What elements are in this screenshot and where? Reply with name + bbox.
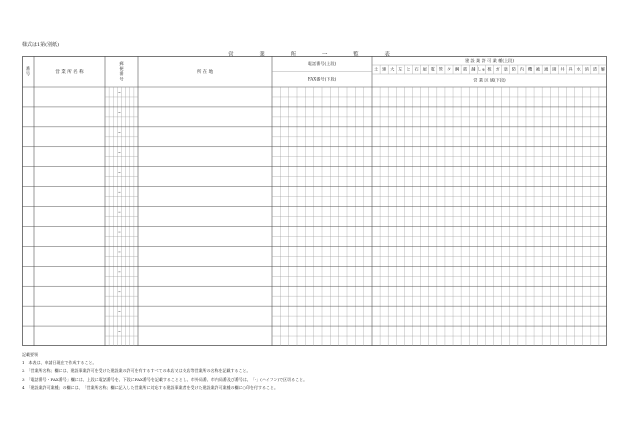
trade-label: 土 bbox=[373, 66, 379, 72]
trade-label: 屋 bbox=[422, 66, 427, 72]
note-item: 3 「電話番号・FAX番号」欄には、上段に電話番号を、下段にFAX番号を記載することとし、市外局番、市内局番及び番号は、「-」(ハイフン)で区切ること。 bbox=[22, 376, 308, 382]
document-title: 営 業 所 一 覧 表 bbox=[228, 52, 402, 58]
notes-heading: 記載要領 bbox=[22, 352, 38, 357]
trade-label: 石 bbox=[414, 66, 419, 72]
trade-label: 清 bbox=[592, 66, 597, 72]
trade-label: 解 bbox=[600, 66, 606, 72]
trade-label: タ bbox=[446, 66, 452, 72]
trade-label: 水 bbox=[576, 66, 581, 72]
note-item: 4 「建設業許可業種」の欄には、「営業所名称」欄に記入した営業所に対応する建設事業者を受けた建設業許可業種の欄に○印を付すること。 bbox=[22, 384, 279, 390]
notes-section bbox=[22, 351, 307, 392]
trade-label: 防 bbox=[511, 66, 516, 72]
trade-label: 大 bbox=[390, 66, 395, 72]
trade-label: しゅ bbox=[477, 66, 486, 72]
header-area: 営 業 区 域(下段) bbox=[473, 77, 506, 83]
header-fax: FAX番号(下段) bbox=[307, 76, 337, 82]
trade-label: 左 bbox=[398, 66, 403, 72]
trade-label: ガ bbox=[495, 66, 500, 72]
table-frame bbox=[23, 57, 607, 346]
trade-label: 電 bbox=[430, 66, 435, 72]
trade-label: 板 bbox=[487, 66, 492, 72]
trade-label: 筋 bbox=[463, 66, 468, 72]
header-license: 建 設 業 許 可 業 種(上段) bbox=[465, 57, 514, 63]
trade-label: 建 bbox=[382, 66, 387, 72]
trade-label: と bbox=[406, 66, 411, 72]
trade-label: 具 bbox=[568, 66, 573, 72]
trade-label: 絶 bbox=[536, 66, 541, 72]
trade-label: 塗 bbox=[503, 66, 508, 72]
trade-label: 園 bbox=[552, 66, 557, 72]
header-postal-code: 郵便番号 bbox=[119, 61, 125, 82]
trade-label: 井 bbox=[560, 66, 565, 72]
header-address: 所 在 地 bbox=[196, 70, 214, 75]
trade-label: 機 bbox=[527, 66, 533, 72]
trade-label: 鋼 bbox=[454, 66, 460, 72]
header-phone: 電話番号(上段) bbox=[307, 61, 337, 66]
trade-label: 管 bbox=[438, 66, 443, 72]
note-item: 2 「営業所名称」欄には、建設事業許可を受けた建設業の許可を有するすべての本店又は支店等営業所の名称を記載すること。 bbox=[22, 368, 251, 374]
office-list-table bbox=[22, 56, 607, 346]
trade-label: 消 bbox=[584, 66, 589, 72]
form-code: 様式は1第(別紙) bbox=[22, 42, 60, 48]
trade-label: 通 bbox=[544, 66, 549, 72]
header-office-name: 営 業 所 名 称 bbox=[55, 70, 84, 75]
trade-label: 舗 bbox=[471, 66, 476, 72]
trade-label: 内 bbox=[519, 66, 525, 72]
note-item: 1 本表は、申請日現在で作成すること。 bbox=[22, 360, 97, 366]
header-number: 番号 bbox=[26, 66, 31, 77]
